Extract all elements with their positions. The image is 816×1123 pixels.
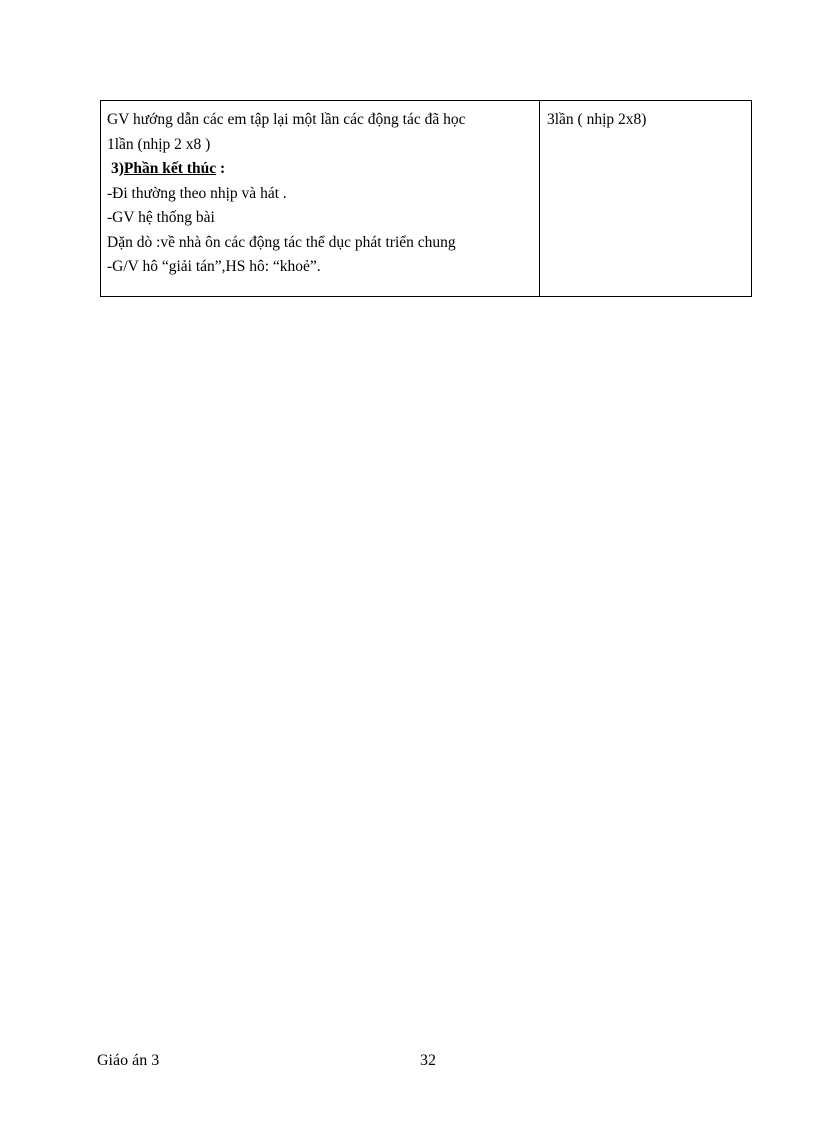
instruction-line-2: 1lần (nhịp 2 x8 ) xyxy=(107,135,211,153)
footer-document-title: Giáo án 3 xyxy=(97,1052,160,1069)
instruction-line-1: GV hướng dẫn các em tập lại một lần các động tác đã học xyxy=(107,111,466,128)
closing-line-1: -Đi thường theo nhịp và hát . xyxy=(107,184,287,202)
closing-line-4: -G/V hô “giải tán”,HS hô: “khoẻ”. xyxy=(107,258,321,275)
lesson-table xyxy=(100,100,752,297)
section-heading xyxy=(107,157,539,182)
dosage-text: 3lần ( nhịp 2x8) xyxy=(547,111,647,128)
footer-page-number: 32 xyxy=(420,1052,436,1069)
activity-content-cell xyxy=(101,101,540,296)
dosage-cell xyxy=(540,101,751,296)
section-title: Phần kết thúc xyxy=(123,160,217,177)
section-suffix: : xyxy=(216,160,226,177)
closing-line-2: -GV hệ thống bài xyxy=(107,209,215,226)
closing-line-3: Dặn dò :về nhà ôn các động tác thể dục phát triển chung xyxy=(107,233,456,251)
section-number: 3) xyxy=(111,160,124,177)
